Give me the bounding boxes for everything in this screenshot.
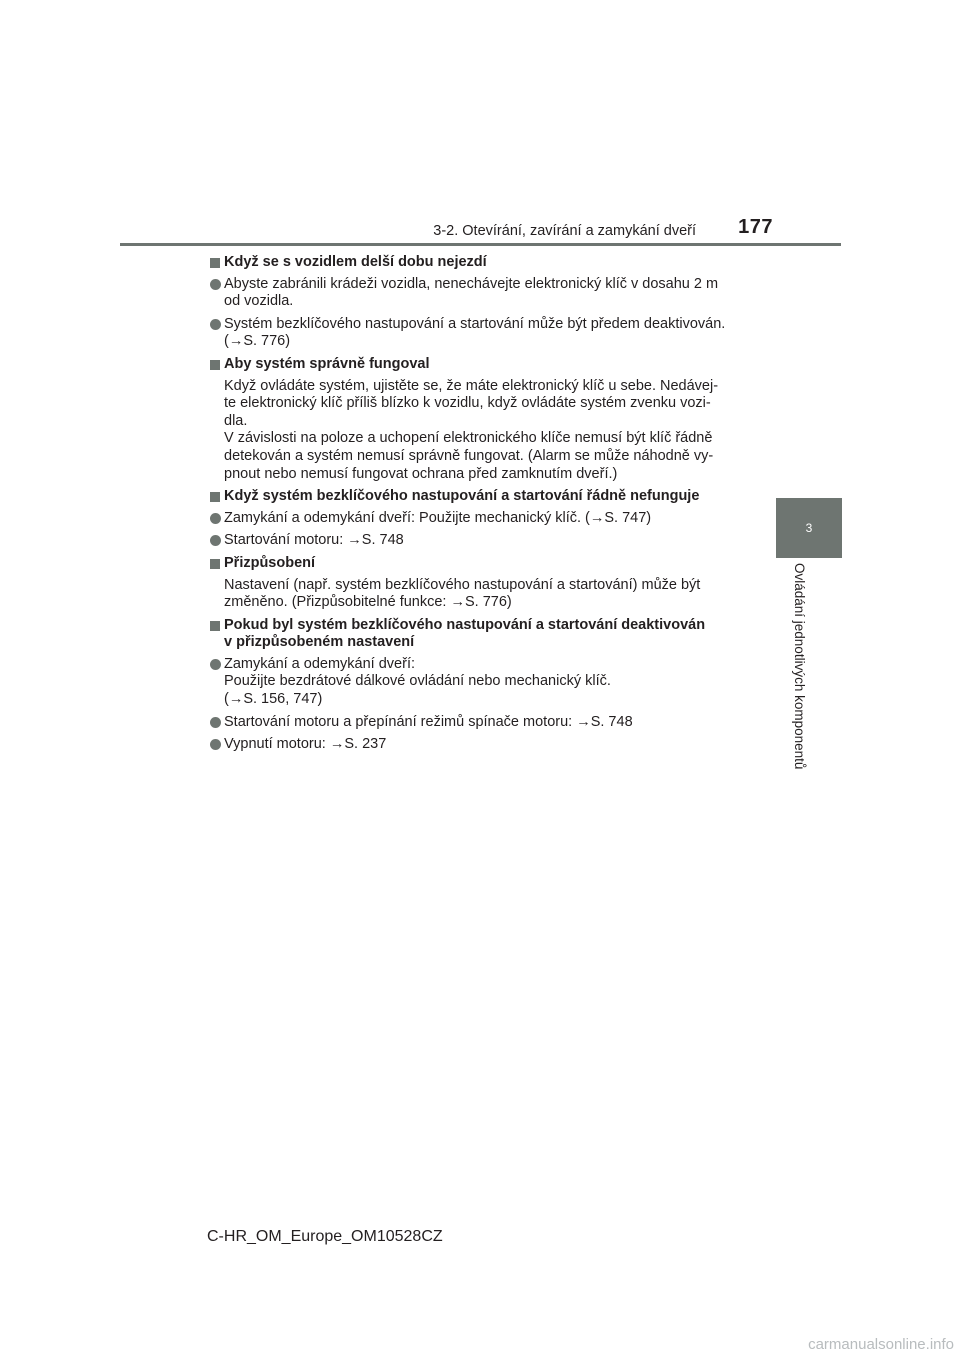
heading-text: Když se s vozidlem delší dobu nejezdí bbox=[224, 254, 487, 270]
list-item-text: Startování motoru a přepínání režimů spínače motoru: →S. 748 bbox=[224, 713, 633, 730]
round-bullet-icon bbox=[210, 659, 221, 670]
list-item-text: od vozidla. bbox=[224, 293, 294, 310]
heading-text: Aby systém správně fungoval bbox=[224, 355, 430, 372]
list-item-text: Vypnutí motoru: →S. 237 bbox=[224, 736, 387, 753]
section-heading bbox=[207, 488, 752, 506]
heading-text: Když systém bezklíčového nastupování a startování řádně nefunguje bbox=[224, 488, 700, 505]
round-bullet-icon bbox=[210, 535, 221, 546]
watermark: carmanualsonline.info bbox=[808, 1336, 954, 1353]
list-item-text: Systém bezklíčového nastupování a startování může být předem deaktivován. bbox=[224, 315, 726, 332]
heading-text: Přizpůsobení bbox=[224, 554, 316, 571]
section-heading bbox=[207, 617, 752, 652]
paragraph-line: změněno. (Přizpůsobitelné funkce: →S. 776) bbox=[224, 594, 512, 611]
list-item-text: (→S. 156, 747) bbox=[224, 691, 323, 708]
list-item bbox=[207, 276, 752, 311]
list-item bbox=[207, 316, 752, 351]
square-bullet-icon bbox=[210, 360, 220, 370]
round-bullet-icon bbox=[210, 739, 221, 750]
section-correct-operation bbox=[207, 356, 752, 483]
list-item bbox=[207, 714, 752, 732]
round-bullet-icon bbox=[210, 279, 221, 290]
paragraph-line: Nastavení (např. systém bezklíčového nastupování a startování) může být bbox=[224, 576, 701, 593]
document-code: C-HR_OM_Europe_OM10528CZ bbox=[207, 1228, 443, 1245]
list-item-text: Použijte bezdrátové dálkové ovládání nebo mechanický klíč. bbox=[224, 673, 611, 690]
page-header bbox=[0, 0, 960, 250]
list-item-text: Abyste zabránili krádeži vozidla, nenechávejte elektronický klíč v dosahu 2 m bbox=[224, 275, 719, 292]
heading-text: Pokud byl systém bezklíčového nastupování a startování deaktivován bbox=[224, 616, 706, 633]
section-title: 3-2. Otevírání, zavírání a zamykání dveří bbox=[433, 223, 696, 239]
square-bullet-icon bbox=[210, 559, 220, 569]
list-item-text: Startování motoru: →S. 748 bbox=[224, 532, 404, 549]
content bbox=[207, 254, 752, 759]
header-rule bbox=[120, 243, 841, 246]
square-bullet-icon bbox=[210, 492, 220, 502]
paragraph-line: V závislosti na poloze a uchopení elektronického klíče nemusí být klíč řádně bbox=[224, 430, 713, 447]
paragraph-line: te elektronický klíč příliš blízko k vozidlu, když ovládáte systém zvenku vozi- bbox=[224, 395, 711, 412]
list-item bbox=[207, 656, 752, 709]
paragraph-line: dla. bbox=[224, 412, 248, 429]
list-item bbox=[207, 510, 752, 528]
list-item-text: Zamykání a odemykání dveří: Použijte mechanický klíč. (→S. 747) bbox=[224, 509, 652, 526]
square-bullet-icon bbox=[210, 621, 220, 631]
section-malfunction bbox=[207, 488, 752, 550]
page-number: 177 bbox=[738, 216, 773, 238]
section-heading bbox=[207, 356, 752, 374]
section-deactivated bbox=[207, 617, 752, 754]
chapter-label: Ovládání jednotlivých komponentů bbox=[792, 563, 807, 770]
round-bullet-icon bbox=[210, 717, 221, 728]
section-paragraph bbox=[207, 577, 752, 612]
square-bullet-icon bbox=[210, 258, 220, 268]
chapter-tab: 3 bbox=[776, 498, 842, 558]
paragraph-line: Když ovládáte systém, ujistěte se, že máte elektronický klíč u sebe. Nedávej- bbox=[224, 377, 719, 394]
round-bullet-icon bbox=[210, 513, 221, 524]
list-item bbox=[207, 736, 752, 754]
section-paragraph bbox=[207, 378, 752, 484]
paragraph-line: detekován a systém nemusí správně fungovat. (Alarm se může náhodně vy- bbox=[224, 447, 714, 464]
list-item-text: Zamykání a odemykání dveří: bbox=[224, 655, 415, 672]
section-heading bbox=[207, 555, 752, 573]
heading-text: v přizpůsobeném nastavení bbox=[224, 634, 415, 651]
list-item-text: (→S. 776) bbox=[224, 333, 291, 350]
paragraph-line: pnout nebo nemusí fungovat ochrana před zamknutím dveří.) bbox=[224, 465, 618, 482]
round-bullet-icon bbox=[210, 319, 221, 330]
section-long-storage bbox=[207, 254, 752, 351]
section-customization bbox=[207, 555, 752, 612]
list-item bbox=[207, 532, 752, 550]
section-heading bbox=[207, 254, 752, 272]
